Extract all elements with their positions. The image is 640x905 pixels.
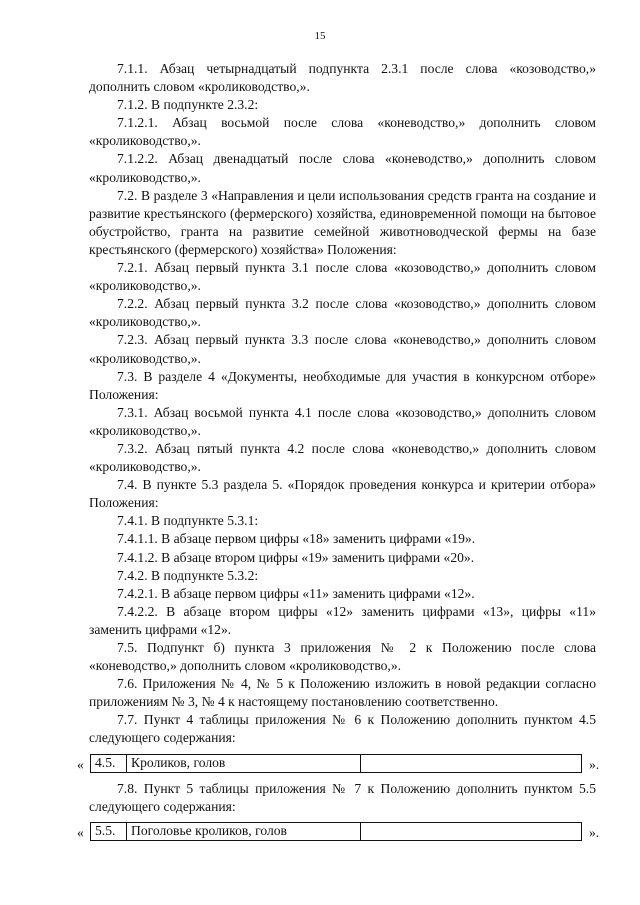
paragraph: 7.2.2. Абзац первый пункта 3.2 после слова «козоводство,» дополнить словом «кролиководство,». xyxy=(89,296,596,330)
table-cell-name: Поголовье кроликов, голов xyxy=(127,822,361,840)
close-quote: ». xyxy=(589,824,600,840)
paragraph: 7.3. В разделе 4 «Документы, необходимые для участия в конкурсном отборе» Положения: xyxy=(89,368,596,402)
paragraph: 7.4.1.1. В абзаце первом цифры «18» заменить цифрами «19». xyxy=(117,531,476,547)
inserted-table-row-5-5 xyxy=(77,821,600,843)
table-cell-number: 5.5. xyxy=(91,822,127,840)
paragraph: 7.2. В разделе 3 «Направления и цели использования средств гранта на создание и развитие крестьянского (фермерского) хозяйства, единовременной помощи на бытовое обустройство, гранта на развитие семейной животноводческой фермы на базе крестьянского (фермерского) хозяйства» Положения: xyxy=(89,187,596,257)
paragraph: 7.8. Пункт 5 таблицы приложения № 7 к Положению дополнить пунктом 5.5 следующего содержания: xyxy=(89,780,596,814)
open-quote: « xyxy=(77,756,84,772)
paragraph: 7.1.1. Абзац четырнадцатый подпункта 2.3.1 после слова «козоводство,» дополнить словом «кролиководство,». xyxy=(89,61,596,95)
paragraph: 7.4.2.2. В абзаце втором цифры «12» заменить цифрами «13», цифры «11» заменить цифрами «12». xyxy=(89,603,596,637)
paragraph: 7.4. В пункте 5.3 раздела 5. «Порядок проведения конкурса и критерии отбора» Положения: xyxy=(89,477,596,511)
table-row xyxy=(91,822,582,840)
document-body xyxy=(77,60,600,848)
table xyxy=(90,822,582,841)
table-cell-value xyxy=(361,822,582,840)
close-quote: ». xyxy=(589,756,600,772)
table-row xyxy=(91,754,582,772)
paragraph: 7.4.1. В подпункте 5.3.1: xyxy=(117,513,259,529)
paragraph: 7.1.2.2. Абзац двенадцатый после слова «коневодство,» дополнить словом «кролиководство,». xyxy=(89,151,596,185)
paragraph: 7.4.1.2. В абзаце втором цифры «19» заменить цифрами «20». xyxy=(117,549,475,565)
paragraph: 7.2.3. Абзац первый пункта 3.3 после слова «коневодство,» дополнить словом «кролиководство,». xyxy=(89,332,596,366)
table xyxy=(90,754,582,773)
paragraph: 7.2.1. Абзац первый пункта 3.1 после слова «козоводство,» дополнить словом «кролиководство,». xyxy=(89,260,596,294)
inserted-table-row-4-5 xyxy=(77,753,600,775)
paragraph: 7.7. Пункт 4 таблицы приложения № 6 к Положению дополнить пунктом 4.5 следующего содержания: xyxy=(89,712,596,746)
paragraph: 7.3.2. Абзац пятый пункта 4.2 после слова «коневодство,» дополнить словом «кролиководство,». xyxy=(89,440,596,475)
open-quote: « xyxy=(77,824,84,840)
paragraph: 7.4.2.1. В абзаце первом цифры «11» заменить цифрами «12». xyxy=(117,585,475,601)
paragraph: 7.3.1. Абзац восьмой пункта 4.1 после слова «козоводство,» дополнить словом «кролиководство,». xyxy=(89,404,596,438)
paragraph: 7.5. Подпункт б) пункта 3 приложения № 2 к Положению после слова «коневодство,» дополнить словом «кролиководство,». xyxy=(89,640,596,674)
table-cell-number: 4.5. xyxy=(91,754,127,772)
paragraph: 7.6. Приложения № 4, № 5 к Положению изложить в новой редакции согласно приложениям № 3, № 4 к настоящему постановлению соответственно. xyxy=(89,676,596,710)
table-cell-value xyxy=(361,754,582,772)
page-number: 15 xyxy=(314,30,326,42)
paragraph: 7.1.2.1. Абзац восьмой после слова «коневодство,» дополнить словом «кролиководство,». xyxy=(89,115,596,149)
table-cell-name: Кроликов, голов xyxy=(127,754,361,772)
paragraph: 7.4.2. В подпункте 5.3.2: xyxy=(117,567,259,583)
paragraph: 7.1.2. В подпункте 2.3.2: xyxy=(117,97,259,113)
